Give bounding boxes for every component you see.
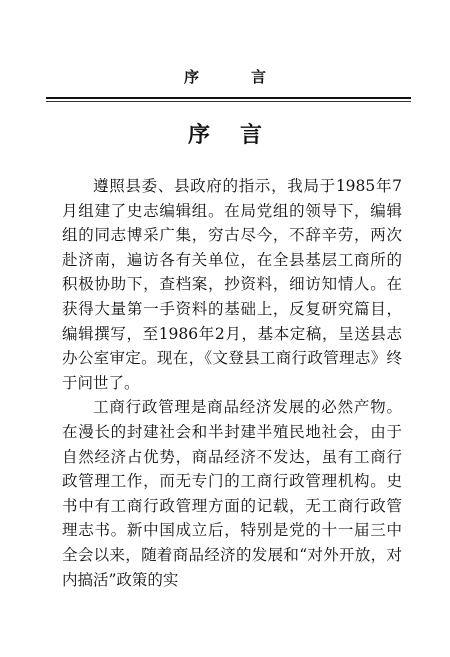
page-title-left-char: 序 bbox=[187, 122, 210, 148]
page-title-right-char: 言 bbox=[240, 122, 263, 148]
running-header-right-char: 言 bbox=[251, 68, 267, 86]
running-header-left-char: 序 bbox=[183, 68, 199, 86]
paragraph-1: 遵照县委、县政府的指示，我局于1985年7月组建了史志编辑组。在局党组的领导下，编辑组的同志博采广集，穷古尽今，不辞辛劳，两次赴济南，遍访各有关单位，在全县基层工商所的积极协助下，查档案，抄资料，细访知情人。在获得大量第一手资料的基础上，反复研究篇目，编辑撰写，至1986年2月，基本定稿，呈送县志办公室审定。现在，《文登县工商行政管理志》终于问世了。 bbox=[62, 177, 402, 392]
page-title bbox=[0, 118, 450, 149]
running-header bbox=[0, 66, 450, 87]
body-text bbox=[62, 174, 402, 592]
header-rule-thick bbox=[46, 97, 411, 99]
paragraph-2: 工商行政管理是商品经济发展的必然产物。在漫长的封建社会和半封建半殖民地社会，由于自然经济占优势，商品经济不发达，虽有工商行政管理工作，而无专门的工商行政管理机构。史书中有工商行政管理方面的记载，无工商行政管理志书。新中国成立后，特别是党的十一届三中全会以来，随着商品经济的发展和“对外开放，对内搞活”政策的实 bbox=[62, 398, 402, 589]
header-rule-thin bbox=[46, 101, 411, 102]
